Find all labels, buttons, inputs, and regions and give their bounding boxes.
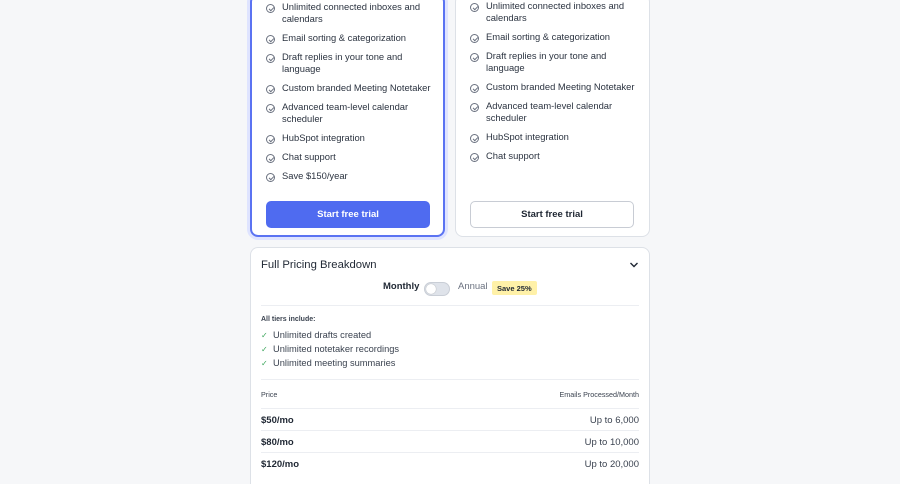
feature-item: HubSpot integration bbox=[470, 131, 641, 143]
circle-check-icon bbox=[266, 135, 275, 144]
price-cell: $120/mo bbox=[261, 459, 300, 470]
circle-check-icon bbox=[470, 153, 479, 162]
feature-item: Custom branded Meeting Notetaker bbox=[266, 82, 435, 94]
table-row bbox=[261, 408, 639, 430]
feature-item: Save $150/year bbox=[266, 170, 435, 182]
circle-check-icon bbox=[266, 104, 275, 113]
feature-item: Chat support bbox=[470, 150, 641, 162]
circle-check-icon bbox=[470, 3, 479, 12]
monthly-label[interactable]: Monthly bbox=[383, 281, 420, 292]
check-icon: ✓ bbox=[261, 358, 268, 368]
tiers-include-label: All tiers include: bbox=[261, 316, 316, 323]
pricing-breakdown-panel bbox=[250, 247, 650, 484]
circle-check-icon bbox=[470, 103, 479, 112]
price-column-header: Price bbox=[261, 390, 278, 399]
start-free-trial-button[interactable]: Start free trial bbox=[266, 201, 430, 228]
circle-check-icon bbox=[470, 34, 479, 43]
feature-item: Email sorting & categorization bbox=[470, 31, 641, 43]
billing-toggle-row bbox=[251, 281, 649, 299]
circle-check-icon bbox=[266, 85, 275, 94]
table-row bbox=[261, 452, 639, 474]
included-item: ✓ Unlimited drafts created bbox=[261, 330, 372, 340]
feature-item: Chat support bbox=[266, 151, 435, 163]
feature-item: HubSpot integration bbox=[266, 132, 435, 144]
feature-item: Advanced team-level calendar scheduler bbox=[470, 100, 641, 124]
feature-item: Draft replies in your tone and language bbox=[266, 51, 435, 75]
divider bbox=[261, 305, 639, 306]
feature-item: Unlimited connected inboxes and calendars bbox=[470, 0, 641, 24]
included-item: ✓ Unlimited notetaker recordings bbox=[261, 344, 400, 354]
check-icon: ✓ bbox=[261, 344, 268, 354]
circle-check-icon bbox=[266, 54, 275, 63]
included-item: ✓ Unlimited meeting summaries bbox=[261, 358, 396, 368]
price-cell: $80/mo bbox=[261, 437, 294, 448]
price-cell: $50/mo bbox=[261, 415, 294, 426]
circle-check-icon bbox=[470, 134, 479, 143]
circle-check-icon bbox=[470, 53, 479, 62]
circle-check-icon bbox=[266, 4, 275, 13]
plan-card-highlighted bbox=[250, 0, 445, 237]
chevron-up-icon[interactable] bbox=[629, 260, 639, 270]
circle-check-icon bbox=[266, 154, 275, 163]
emails-cell: Up to 20,000 bbox=[584, 459, 639, 470]
panel-title[interactable]: Full Pricing Breakdown bbox=[261, 259, 377, 271]
emails-cell: Up to 10,000 bbox=[584, 437, 639, 448]
circle-check-icon bbox=[266, 35, 275, 44]
circle-check-icon bbox=[470, 84, 479, 93]
save-badge: Save 25% bbox=[492, 281, 537, 295]
circle-check-icon bbox=[266, 173, 275, 182]
feature-item: Draft replies in your tone and language bbox=[470, 50, 641, 74]
feature-item: Custom branded Meeting Notetaker bbox=[470, 81, 641, 93]
table-row bbox=[261, 430, 639, 452]
annual-label[interactable]: Annual bbox=[458, 281, 488, 292]
start-free-trial-button[interactable]: Start free trial bbox=[470, 201, 634, 228]
emails-cell: Up to 6,000 bbox=[589, 415, 639, 426]
toggle-knob bbox=[426, 284, 436, 294]
plan-card bbox=[455, 0, 650, 237]
feature-item: Email sorting & categorization bbox=[266, 32, 435, 44]
billing-period-toggle[interactable] bbox=[424, 282, 450, 296]
divider bbox=[261, 379, 639, 380]
feature-item: Unlimited connected inboxes and calendars bbox=[266, 1, 435, 25]
check-icon: ✓ bbox=[261, 330, 268, 340]
emails-column-header: Emails Processed/Month bbox=[559, 390, 639, 399]
feature-item: Advanced team-level calendar scheduler bbox=[266, 101, 435, 125]
